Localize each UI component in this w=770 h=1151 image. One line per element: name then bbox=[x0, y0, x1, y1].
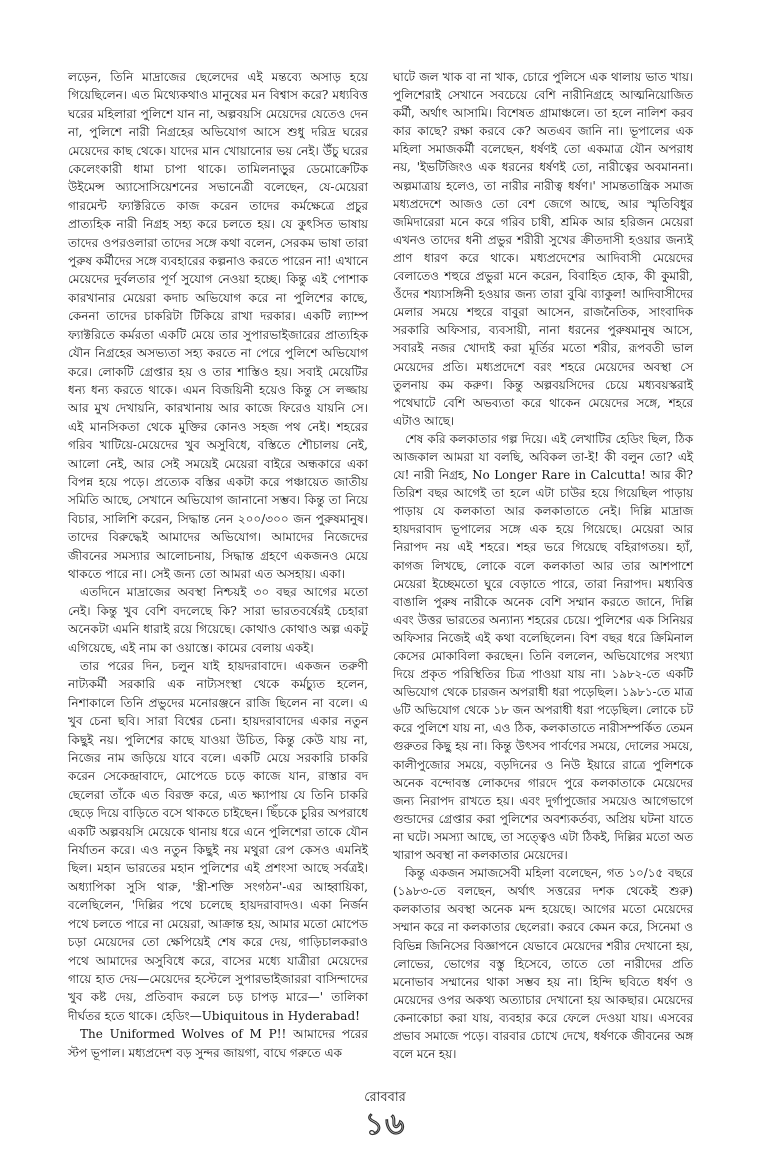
paragraph: The Uniformed Wolves of M P!! আমাদের পরের স্টপ ভূপাল। মধ্যপ্রদেশ বড় সুন্দর জায়গা, বাঘে গরুতে এক bbox=[68, 1027, 368, 1060]
left-text-column bbox=[68, 68, 368, 1062]
paragraph: ঘাটে জল খাক বা না খাক, চোরে পুলিসে এক থালায় ভাত খায়। পুলিশেরাই সেখানে সবচেয়ে বেশি নারীনিগ্রহে আত্মনিয়োজিত কর্মী, অর্থাৎ আসামি। বিশেষত গ্রামাঞ্চলে। তা হলে নালিশ করব কার কাছে? রক্ষা করবে কে? অতএব জানি না। ভূপালের এক মহিলা সমাজকর্মী বলেছেন, ধর্ষণই তো একমাত্র যৌন অপরাধ নয়, 'ইভটিজিংও এক ধরনের ধর্ষণই তো, নারীত্বের অবমাননা। অল্পমাত্রায় হলেও, তা নারীর নারীত্ব ধর্ষণ।' সামন্ততান্ত্রিক সমাজ মধ্যপ্রদেশে আজও তো বেশ জেগে আছে, আর স্মৃতিবিধুর জমিদারেরা মনে করে গরিব চাষী, শ্রমিক আর হরিজন মেয়েরা এখনও তাদের ধনী প্রভুর শরীরী সুখের ক্রীতদাসী হওয়ার জন্যই প্রাণ ধারণ করে থাকে। মধ্যপ্রদেশের আদিবাসী মেয়েদের বেলাতেও শহুরে প্রভুরা মনে করেন, বিবাহিত হোক, কী কুমারী, ওঁদের শয্যাসঙ্গিনী হওয়ার জন্য তারা বুঝি ব্যাকুল! আদিবাসীদের মেলার সময়ে শহুরে বাবুরা আসেন, রাজনৈতিক, সাংবাদিক সরকারি অফিসার, ব্যবসায়ী, নানা ধরনের পুরুষমানুষ আসে, সবারই নজর খোদাই করা মূর্তির মতো শরীর, রূপবতী ভাল মেয়েদের প্রতি। মধ্যপ্রদেশে বরং শহরে মেয়েদের অবস্থা সে তুলনায় কম করুণ। কিন্তু অল্পবয়সিদের চেয়ে মধ্যবয়স্করাই পথেঘাটে বেশি অভব্যতা করে থাকেন মেয়েদের সঙ্গে, শহরে এটাও আছে। bbox=[393, 70, 693, 428]
paragraph: কিন্তু একজন সমাজসেবী মহিলা বলেছেন, গত ১০/১৫ বছরে (১৯৮৩-তে বলছেন, অর্থাৎ সত্তরের দশক থেকেই শুরু) কলকাতার অবস্থা অনেক মন্দ হয়েছে। আগের মতো মেয়েদের সম্মান করে না কলকাতার ছেলেরা। করবে কেমন করে, সিনেমা ও বিভিন্ন জিনিসের বিজ্ঞাপনে যেভাবে মেয়েদের শরীর দেখানো হয়, লোভের, ভোগের বস্তু হিসেবে, তাতে তো নারীদের প্রতি মনোভাব সম্মানের থাকা সম্ভব হয় না। হিন্দি ছবিতে ধর্ষণ ও মেয়েদের ওপর অকথ্য অত্যাচার দেখানো হয় আকছার। মেয়েদের কেনাকোচা করা যায়, ব্যবহার করে ফেলে দেওয়া যায়। এসবের প্রভাব সমাজে পড়ে। বারবার চোখে দেখে, ধর্ষণকে জীবনের অঙ্গ বলে মনে হয়। bbox=[393, 866, 693, 1062]
paragraph: এতদিনে মাদ্রাজের অবস্থা নিশ্চয়ই ৩০ বছর আগের মতো নেই। কিন্তু খুব বেশি বদলেছে কি? সারা ভারতবর্ষেরই চেহারা অনেকটা এমনি ধারাই রয়ে গিয়েছে। কোথাও কোথাও অল্প একটু এগিয়েছে, এই নাম কা ওয়াস্তে। কামের বেলায় একই। bbox=[68, 585, 368, 655]
paragraph: লড়েন, তিনি মাদ্রাজের ছেলেদের এই মন্তব্যে অসাড় হয়ে গিয়েছিলেন। এত মিথ্যেকথাও মানুষের মন বিশ্বাস করে? মধ্যবিত্ত ঘরের মহিলারা পুলিশে যান না, অল্পবয়সি মেয়েদের যেতেও দেন না, পুলিশে নারী নিগ্রহের অভিযোগ আসে শুধু দরিদ্র ঘরের মেয়েদের কাছ থেকে। যাদের মান খোয়ানোর ভয় নেই। উঁচু ঘরের কেলেংকারী ধামা চাপা থাকে। তামিলনাড়ুর ডেমোক্রেটিক উইমেন্স অ্যাসোসিয়েশনের সভানেত্রী বলেছেন, যে-মেয়েরা গারমেন্ট ফ্যাক্টরিতে কাজ করেন তাদের কর্মক্ষেত্রে প্রচুর প্রাত্যহিক নারী নিগ্রহ সহ্য করে চলতে হয়। যে কুৎসিত ভাষায় তাদের ওপরওলারা তাদের সঙ্গে কথা বলেন, সেরকম ভাষা তারা পুরুষ কর্মীদের সঙ্গে ব্যবহারের কল্পনাও করতে পারেন না! এখানে মেয়েদের দুর্বলতার পূর্ণ সুযোগ নেওয়া হচ্ছে। কিন্তু এই পোশাক কারখানার মেয়েরা কদাচ অভিযোগ করে না পুলিশের কাছে, কেননা তাদের চাকরিটা টিকিয়ে রাখা দরকার। একটি ল্যাম্প ফ্যাক্টরিতে কর্মরতা একটি মেয়ে তার সুপারভাইজারের প্রাত্যহিক যৌন নিগ্রহের অসভ্যতা সহ্য করতে না পেরে পুলিশে অভিযোগ করে। লোকটি গ্রেপ্তার হয় ও তার শাস্তিও হয়। সবাই মেয়েটির ধন্য ধন্য করতে থাকে। এমন বিজয়িনী হয়েও কিন্তু সে লজ্জায় আর মুখ দেখায়নি, কারখানায় আর কাজে ফিরেও যায়নি সে। এই মানসিকতা থেকে মুক্তির কোনও সহজ পথ নেই। শহরের গরিব খাটিয়ে-মেয়েদের খুব অসুবিধে, বস্তিতে শৌচালয় নেই, আলো নেই, আর সেই সময়েই মেয়েরা বাইরে অন্ধকারে একা বিপন্ন হয়ে পড়ে। প্রত্যেক বস্তির একটা করে পঞ্চায়েত জাতীয় সমিতি আছে, সেখানে অভিযোগ জানানো সম্ভব। কিন্তু তা নিয়ে বিচার, সালিশি করেন, সিদ্ধান্ত নেন ২০০/৩০০ জন পুরুষমানুষ। তাদের বিরুদ্ধেই আমাদের অভিযোগ। আমাদের নিজেদের জীবনের সমস্যার আলোচনায়, সিদ্ধান্ত গ্রহণে একজনও মেয়ে থাকতে পারে না। সেই জন্য তো আমরা এত অসহায়। একা। bbox=[68, 70, 368, 581]
page-number: ১৬ bbox=[364, 1107, 406, 1142]
paragraph: তার পরের দিন, চলুন যাই হায়দরাবাদে। একজন তরুণী নাট্যকর্মী সরকারি এক নাট্যসংস্থা থেকে কর্মচ্যুত হলেন, নিশাকালে তিনি প্রভুদের মনোরঞ্জনে রাজি ছিলেন না বলে। এ খুব চেনা ছবি। সারা বিশ্বের চেনা। হায়দরাবাদের একার নতুন কিছুই নয়। পুলিশের কাছে যাওয়া উচিত, কিন্তু কেউ যায় না, নিজের নাম জড়িয়ে যাবে বলে। একটি মেয়ে সরকারি চাকরি করেন সেকেন্দ্রাবাদে, মোপেডে চড়ে কাজে যান, রাস্তার বদ ছেলেরা তাঁকে এত বিরক্ত করে, এত ক্ষ্যাপায় যে তিনি চাকরি ছেড়ে দিয়ে বাড়িতে বসে থাকতে চাইছেন। ছিঁচকে চুরির অপরাধে একটি অল্পবয়সি মেয়েকে থানায় ধরে এনে পুলিশেরা তাকে যৌন নির্যাতন করে। এও নতুন কিছুই নয় মথুরা রেপ কেসও এমনিই ছিল। মহান ভারতের মহান পুলিশের এই প্রশংসা আছে সর্বত্রই। অধ্যাপিকা সুসি থারু, 'স্ত্রী-শক্তি সংগঠন'-এর আহ্বায়িকা, বলেছিলেন, 'দিল্লির পথে চলেছে হায়দরাবাদও। একা নির্জন পথে চলতে পারে না মেয়েরা, আক্রান্ত হয়, আমার মতো মোপেড চড়া মেয়েদের তো ক্ষেপিয়েই শেষ করে দেয়, গাড়িচালকরাও পথে আমাদের অসুবিধে করে, বাসের মধ্যে যাত্রীরা মেয়েদের গায়ে হাত দেয়—মেয়েদের হস্টেলে সুপারভাইজাররা বাসিন্দাদের খুব কষ্ট দেয়, প্রতিবাদ করলে চড় চাপড় মারে—' তালিকা দীর্ঘতর হতে থাকে। হেডিং—Ubiquitous in Hyderabad! bbox=[68, 659, 368, 1023]
paragraph: শেষ করি কলকাতার গল্প দিয়ে। এই লেখাটির হেডিং ছিল, ঠিক আজকাল আমরা যা বলছি, অবিকল তা-ই! কী বলুন তো? এই যে! নারী নিগ্রহ, No Longer Rare in Calcutta! আর কী? তিরিশ বছর আগেই তা হলে এটা চাউর হয়ে গিয়েছিল পাড়ায় পাড়ায় যে কলকাতা আর কলকাতাতে নেই। দিল্লি মাদ্রাজ হায়দরাবাদ ভূপালের সঙ্গে এক হয়ে গিয়েছে। মেয়েরা আর নিরাপদ নয় এই শহরে। শহর ভরে গিয়েছে বহিরাগতয়। হ্যাঁ, কাগজ লিখছে, লোকে বলে কলকাতা আর তার আশপাশে মেয়েরা ইচ্ছেমতো ঘুরে বেড়াতে পারে, তারা নিরাপদ। মধ্যবিত্ত বাঙালি পুরুষ নারীকে অনেক বেশি সম্মান করতে জানে, দিল্লি এবং উত্তর ভারতের অন্যান্য শহরের চেয়ে। পুলিশের এক সিনিয়র অফিসার নিজেই এই কথা বলেছিলেন। বিশ বছর ধরে ক্রিমিনাল কেসের মোকাবিলা করছেন। তিনি বললেন, অভিযোগের সংখ্যা দিয়ে প্রকৃত পরিস্থিতির চিত্র পাওয়া যায় না। ১৯৮২-তে একটি অভিযোগ থেকে চারজন অপরাধী ধরা পড়েছিল। ১৯৮১-তে মাত্র ৬টি অভিযোগ থেকে ১৮ জন অপরাধী ধরা পড়েছিল। লোকে চট করে পুলিশে যায় না, এও ঠিক, কলকাতাতে নারীসম্পর্কিত তেমন গুরুতর কিছু হয় না। কিন্তু উৎসব পার্বণের সময়ে, দোলের সময়ে, কালীপুজোর সময়ে, বড়দিনের ও নিউ ইয়ারে রাত্রে পুলিশকে অনেক বন্দোবস্ত লোকদের গারদে পুরে কলকাতাকে মেয়েদের জন্য নিরাপদ রাখতে হয়। এবং দুর্গাপুজোর সময়েও আগেভাগে গুন্ডাদের গ্রেপ্তার করা পুলিশের অবশ্যকর্তব্য, অপ্রিয় ঘটনা যাতে না ঘটে। সমস্যা আছে, তা সত্ত্বেও এটা ঠিকই, দিল্লির মতো অত খারাপ অবস্থা না কলকাতার মেয়েদের। bbox=[393, 431, 693, 863]
right-text-column bbox=[393, 68, 693, 1063]
magazine-name: রোববার bbox=[364, 1090, 406, 1105]
